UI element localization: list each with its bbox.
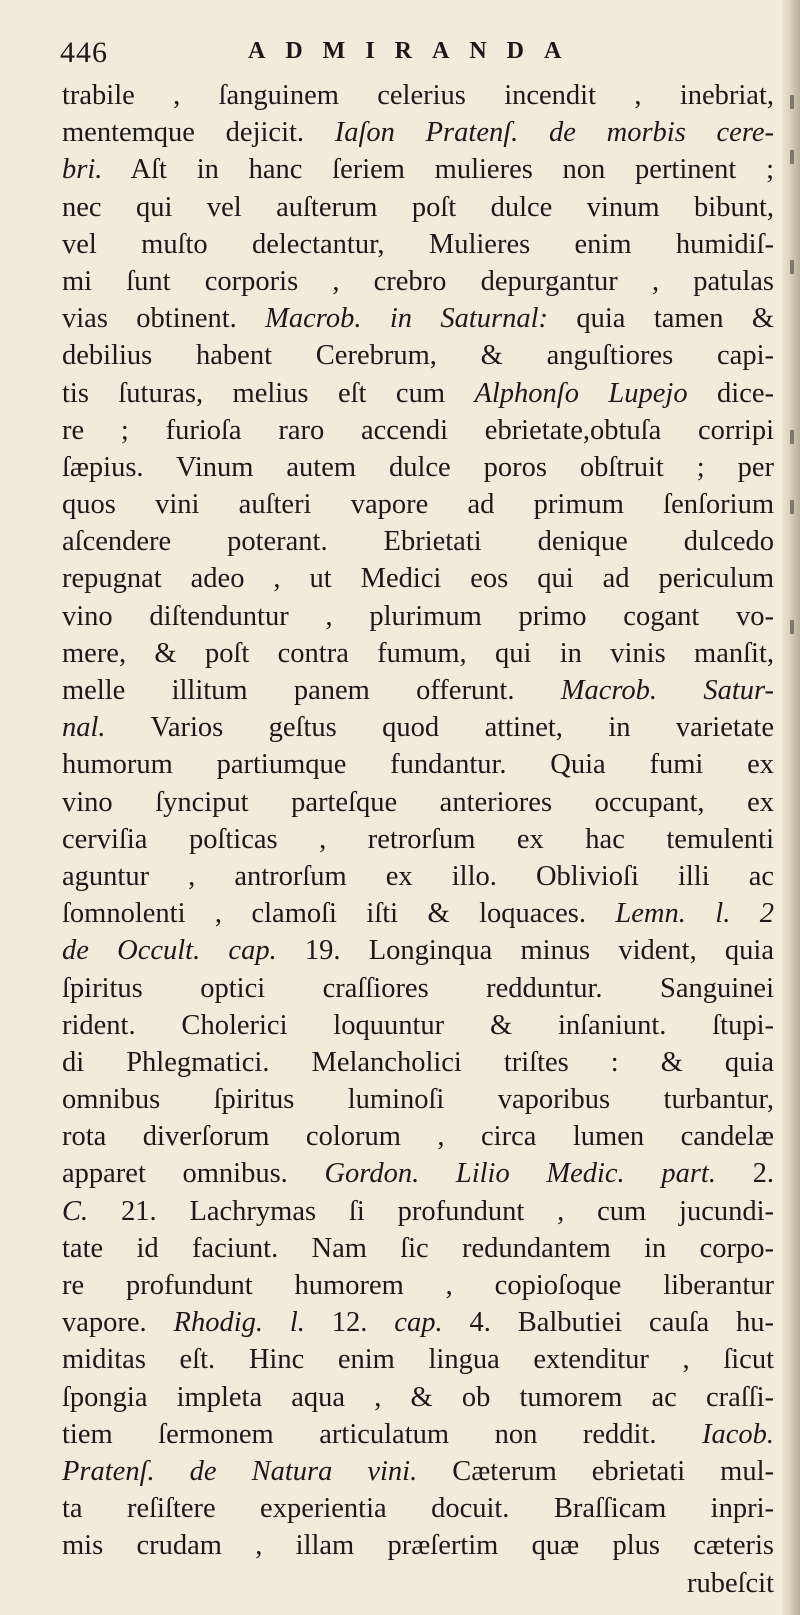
text-line (62, 635, 774, 672)
text-line (62, 1193, 774, 1230)
body-text-run: Aſt in hanc ſeriem mulieres non pertinent ; (102, 154, 774, 186)
text-line (62, 300, 774, 337)
text-line (62, 746, 774, 783)
citation-text: de Occult. cap. (62, 935, 277, 967)
citation-text: Pratenſ. de Natura vini. (62, 1455, 418, 1487)
edge-mark (790, 260, 794, 274)
text-line (62, 151, 774, 188)
text-line (62, 189, 774, 226)
body-text-run: vino ſynciput parteſque anteriores occupant, ex (62, 786, 774, 818)
text-line (62, 1379, 774, 1416)
body-text-run: apparet omnibus. (62, 1158, 325, 1190)
body-text-run: quos vini auſteri vapore ad primum ſenſorium (62, 489, 774, 521)
text-line (62, 560, 774, 597)
text-line (62, 337, 774, 374)
body-text-run: humorum partiumque fundantur. Quia fumi ex (62, 749, 774, 781)
body-text-run: melle illitum panem offerunt. (62, 675, 561, 706)
text-line (62, 895, 774, 932)
text-line (62, 1416, 774, 1453)
body-text-run: vel muſto delectantur, Mulieres enim humidiſ- (62, 228, 774, 260)
page-edge (782, 0, 800, 1615)
citation-text: Iaſon Pratenſ. de morbis cere- (334, 117, 774, 149)
body-text-run: mi ſunt corporis , crebro depurgantur , patulas (62, 265, 774, 297)
body-text-run: 12. (304, 1307, 395, 1339)
text-line (62, 1304, 774, 1341)
citation-text: Macrob. in Saturnal: (265, 303, 549, 335)
text-line (62, 1490, 774, 1527)
body-text-run: mentemque dejicit. (62, 117, 335, 149)
citation-text: Gordon. Lilio Medic. part. (324, 1158, 716, 1190)
text-line (62, 1341, 774, 1378)
edge-mark (790, 430, 794, 444)
text-line (62, 858, 774, 895)
page-number: 446 (60, 36, 108, 69)
body-text-run: rota diverſorum colorum , circa lumen candelæ (62, 1121, 774, 1153)
citation-text: bri. (62, 154, 103, 186)
text-line (62, 77, 774, 114)
text-line (62, 1453, 774, 1490)
text-line (62, 821, 774, 858)
body-text-run: rident. Cholerici loquuntur & inſaniunt. ſtupi- (62, 1009, 774, 1041)
body-text-run: di Phlegmatici. Melancholici triſtes : & quia (62, 1046, 774, 1078)
body-text-run: tiem ſermonem articulatum non reddit. (62, 1418, 702, 1450)
body-text-run: aſcendere poterant. Ebrietati denique dulcedo (62, 526, 774, 558)
body-text-run: ſæpius. Vinum autem dulce poros obſtruit ; per (62, 451, 774, 483)
body-text-run: ſpongia impleta aqua , & ob tumorem ac craſſi- (62, 1381, 774, 1413)
citation-text: Lemn. l. 2 (615, 898, 775, 930)
body-text-run: cerviſia poſticas , retrorſum ex hac temulenti (62, 823, 774, 855)
body-text-run: tate id faciunt. Nam ſic redundantem in corpo- (62, 1232, 774, 1264)
body-text-run: re ; furioſa raro accendi ebrietate,obtuſa corripi (62, 414, 774, 446)
body-text-run: 2. (715, 1158, 774, 1190)
text-line (62, 1230, 774, 1267)
text-line (62, 412, 774, 449)
body-text-run: dice- (687, 377, 774, 409)
body-text-run: ſomnolenti , clamoſi iſti & loquaces. (62, 898, 616, 930)
citation-text: Alphonſo Lupejo (474, 377, 688, 409)
edge-mark (790, 95, 794, 109)
text-line (62, 970, 774, 1007)
text-line (62, 263, 774, 300)
body-text-run: vias obtinent. (62, 303, 266, 335)
text-line (62, 1267, 774, 1304)
body-text-run: miditas eſt. Hinc enim lingua extenditur , ſicut (62, 1344, 774, 1376)
citation-text: nal. (62, 712, 106, 744)
body-text-run: nec qui vel auſterum poſt dulce vinum bibunt, (62, 191, 774, 223)
body-text-run: 4. Balbutiei cauſa hu- (442, 1307, 775, 1339)
body-text-run: Cæterum ebrietati mul- (417, 1455, 775, 1487)
body-text-run: rubeſcit (686, 1567, 774, 1599)
body-text-run: quia tamen & (548, 303, 774, 335)
body-text-run: trabile , ſanguinem celerius incendit , inebriat, (62, 80, 774, 111)
body-text-run: aguntur , antrorſum ex illo. Oblivioſi illi ac (62, 860, 774, 892)
edge-mark (790, 620, 794, 634)
text-line (62, 523, 774, 560)
body-text-run: mere, & poſt contra fumum, qui in vinis manſit, (62, 637, 774, 669)
edge-mark (790, 150, 794, 164)
body-text-run: debilius habent Cerebrum, & anguſtiores capi- (62, 340, 774, 372)
citation-text: Macrob. Satur- (560, 675, 774, 706)
text-line (62, 375, 774, 412)
text-line (62, 784, 774, 821)
text-line (62, 1527, 774, 1564)
body-text-run: ſpiritus optici craſſiores redduntur. Sanguinei (62, 972, 774, 1004)
citation-text: C. (62, 1195, 89, 1227)
body-text-run: ta reſiſtere experientia docuit. Braſſicam inpri- (62, 1493, 774, 1525)
edge-mark (790, 500, 794, 514)
body-text-run: 21. Lachrymas ſi profundunt , cum jucundi- (88, 1195, 774, 1227)
text-line (62, 449, 774, 486)
text-line (62, 1081, 774, 1118)
text-line (62, 1565, 774, 1602)
text-line (62, 1118, 774, 1155)
text-line (62, 709, 774, 746)
text-line (62, 226, 774, 263)
body-text-run: Varios geſtus quod attinet, in varietate (105, 712, 774, 744)
text-line (62, 114, 774, 151)
text-line (62, 1155, 774, 1192)
text-line (62, 672, 774, 709)
body-text-run: vapore. (62, 1307, 174, 1339)
body-text-run: mis crudam , illam præſertim quæ plus cæteris (62, 1530, 774, 1562)
running-header (60, 36, 780, 80)
citation-text: cap. (394, 1307, 443, 1339)
text-line (62, 1007, 774, 1044)
running-title: ADMIRANDA (248, 38, 582, 64)
text-line (62, 932, 774, 969)
body-text (62, 77, 774, 1602)
body-text-run: vino diſtenduntur , plurimum primo cogant vo- (62, 600, 774, 632)
body-text-run: tis ſuturas, melius eſt cum (62, 377, 475, 409)
body-text-run: omnibus ſpiritus luminoſi vaporibus turbantur, (62, 1084, 774, 1116)
citation-text: Rhodig. l. (173, 1307, 305, 1339)
body-text-run: repugnat adeo , ut Medici eos qui ad periculum (62, 563, 774, 595)
text-line (62, 486, 774, 523)
text-line (62, 1044, 774, 1081)
body-text-run: 19. Longinqua minus vident, quia (276, 935, 774, 967)
citation-text: Iacob. (701, 1418, 774, 1450)
text-line (62, 598, 774, 635)
body-text-run: re profundunt humorem , copioſoque liberantur (62, 1270, 774, 1301)
